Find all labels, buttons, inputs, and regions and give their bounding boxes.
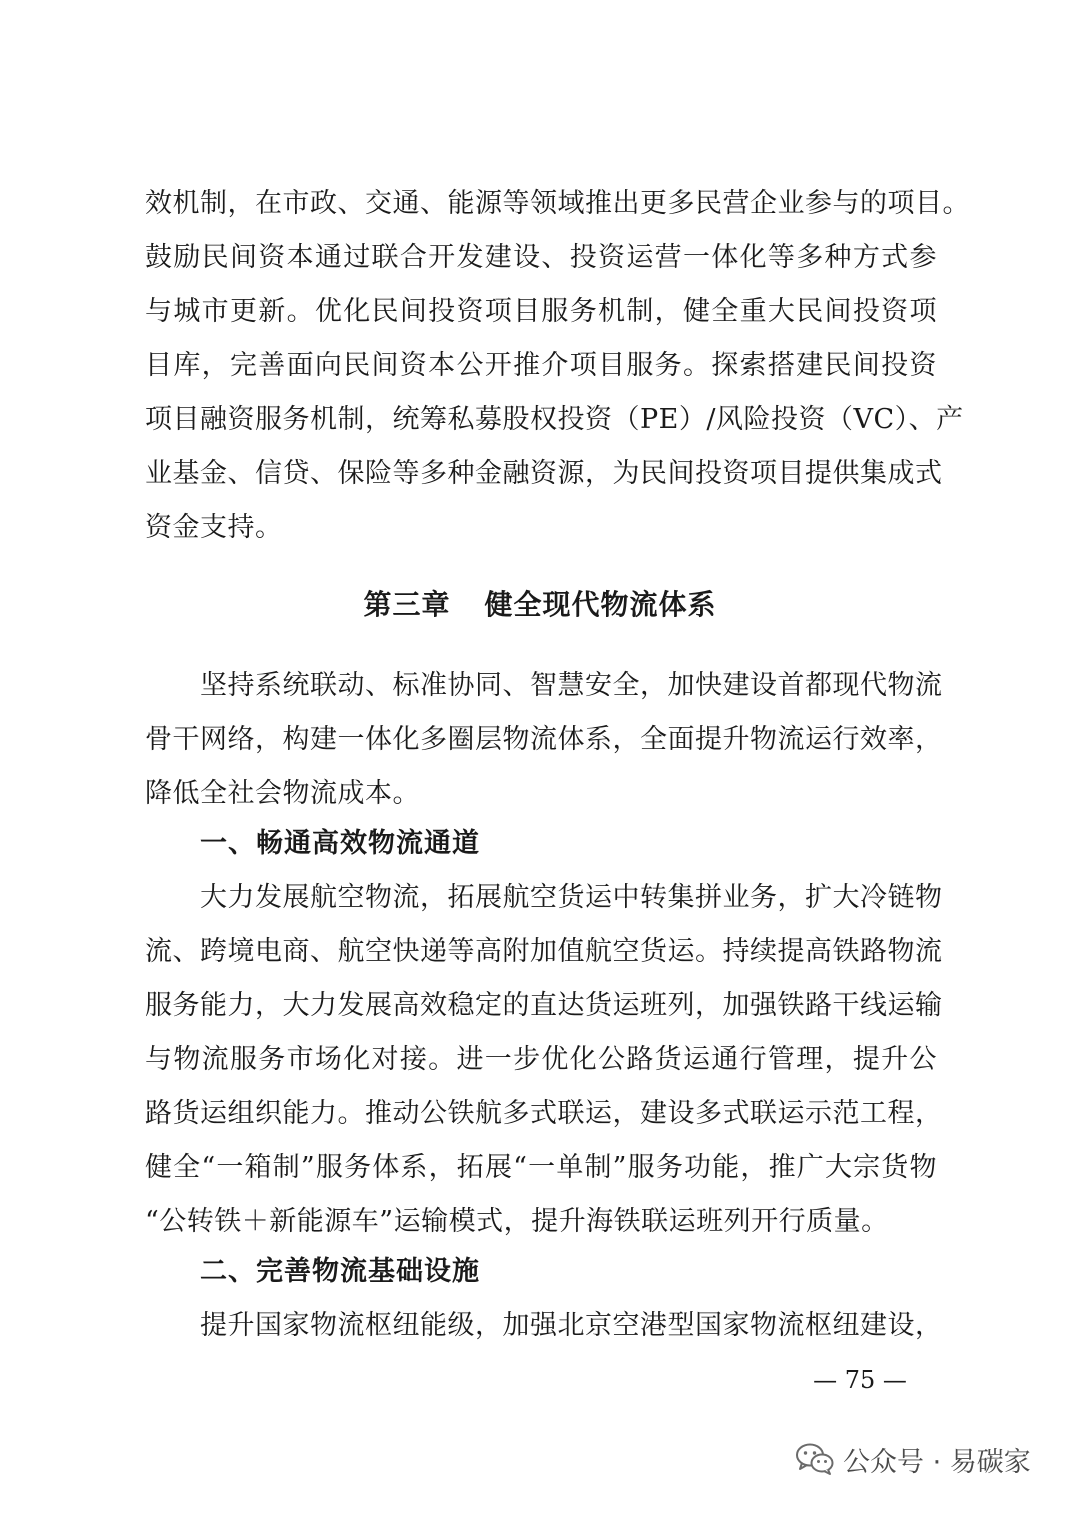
text-line: 降低全社会物流成本。 [145,778,420,809]
section-heading-1: 一、畅通高效物流通道 [200,828,480,859]
wechat-icon [795,1442,835,1476]
text-line: 骨干网络，构建一体化多圈层物流体系，全面提升物流运行效率， [145,724,943,755]
text-line: 大力发展航空物流，拓展航空货运中转集拼业务，扩大冷链物 [200,882,943,913]
page-number: — 75 — [813,1366,907,1394]
text-line: 坚持系统联动、标准协同、智慧安全，加快建设首都现代物流 [200,670,943,701]
chapter-heading [0,578,1080,632]
text-line: 流、跨境电商、航空快递等高附加值航空货运。持续提高铁路物流 [145,936,943,967]
text-line: 与城市更新。优化民间投资项目服务机制，健全重大民间投资项 [145,296,937,327]
text-line: 鼓励民间资本通过联合开发建设、投资运营一体化等多种方式参 [145,242,937,273]
text-line: 健全“一箱制”服务体系，拓展“一单制”服务功能，推广大宗货物 [145,1152,937,1183]
chapter-number: 第三章 [363,588,451,621]
text-line: 提升国家物流枢纽能级，加强北京空港型国家物流枢纽建设， [200,1310,943,1341]
chapter-title: 健全现代物流体系 [484,588,717,621]
watermark [795,1437,1031,1481]
text-line: 路货运组织能力。推动公铁航多式联运，建设多式联运示范工程， [145,1098,943,1129]
section-heading-2: 二、完善物流基础设施 [200,1256,480,1287]
text-line: 服务能力，大力发展高效稳定的直达货运班列，加强铁路干线运输 [145,990,943,1021]
text-line: 资金支持。 [145,512,283,543]
text-line: 目库，完善面向民间资本公开推介项目服务。探索搭建民间投资 [145,350,937,381]
text-line: 项目融资服务机制，统筹私募股权投资（PE）/风险投资（VC）、产 [145,404,964,435]
text-line: 业基金、信贷、保险等多种金融资源，为民间投资项目提供集成式 [145,458,943,489]
text-line: 与物流服务市场化对接。进一步优化公路货运通行管理，提升公 [145,1044,937,1075]
text-line: 效机制，在市政、交通、能源等领域推出更多民营企业参与的项目。 [145,188,970,219]
text-line: “公转铁＋新能源车”运输模式，提升海铁联运班列开行质量。 [145,1206,889,1237]
watermark-text: 公众号 · 易碳家 [843,1446,1031,1478]
